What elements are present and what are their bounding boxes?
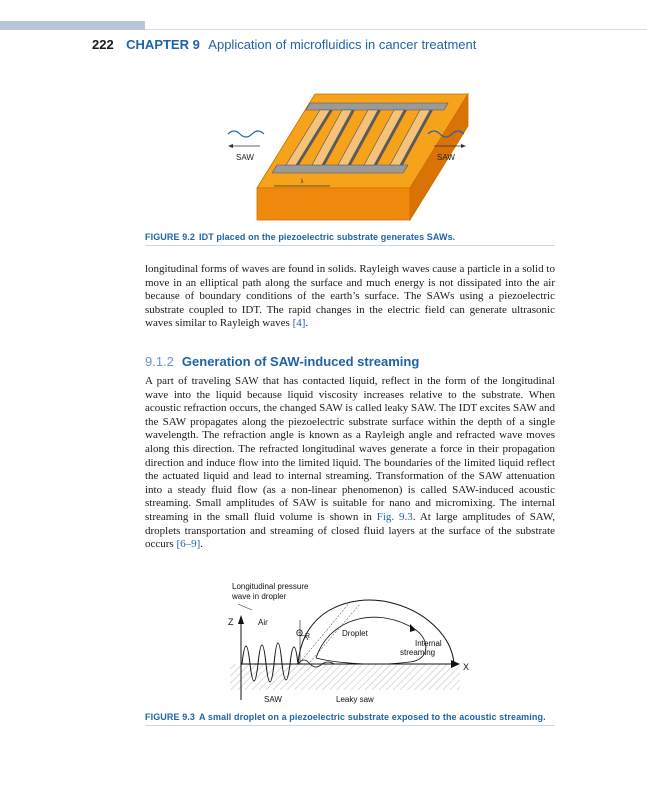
z-axis-label: Z [228,617,234,627]
header-rule [145,29,647,30]
longitudinal-label-line2: wave in dropler [232,592,287,601]
idt-diagram [210,90,480,230]
streaming-arrowhead [410,624,416,632]
streaming-label: streaming [400,648,436,657]
citation-6-9[interactable]: [6–9] [176,538,201,551]
droplet-streaming-diagram [220,580,480,710]
theta-subscript: R [305,633,311,640]
figure-9-3-caption [145,712,555,722]
saw-right-label: SAW [437,153,455,162]
header-accent-bar [0,21,145,30]
x-axis-label: X [463,662,470,672]
leader-line [238,604,252,610]
leaky-saw-label: Leaky saw [336,695,374,704]
left-saw-wave [228,131,264,137]
droplet-label: Droplet [342,629,368,638]
paragraph-2-text-a: A part of traveling SAW that has contacted liquid, reflect in the form of the longitudinal wave into the liquid because liquid viscosity increases relative to the substrate. When acoustic refraction occurs, the changed SAW is called leaky SAW. The IDT excites SAW and the SAW propagates along the piezoelectric substrate surface within the depth of a single wavelength. The refraction angle is known as a Rayleigh angle and refracted wave moves along this direction. The refracted longitudinal waves generate a force in their propagation direction and induce flow into the limited liquid. The boundaries of the limited liquid reflect the actuated liquid and lead to internal streaming. Transformation of the SAW attenuation into a steady fluid flow (as a non-linear phenomenon) is called SAW-induced acoustic streaming. Small amplitudes of SAW is suitable for nano and micromixing. The internal streaming in the small fluid volume is shown in [145,375,555,523]
chapter-label: CHAPTER 9 [126,37,200,52]
air-label: Air [258,618,268,627]
theta-symbol: Θ [296,628,304,638]
paragraph-1: longitudinal forms of waves are found in solids. Rayleigh waves cause a particle in a solid to move in an elliptical path along the surface and much energy is not dissipated into the air because of boundary conditions of the earth’s surface. The SAWs using a piezoelectric substrate coupled to IDT. The rapid changes in the electric field can generate ultrasonic waves similar to Rayleigh waves [4]. [145,263,555,330]
bottom-busbar [272,165,408,173]
section-heading [145,354,419,369]
caption-rule-2 [145,725,555,726]
figure-9-2-label: FIGURE 9.2 [145,232,196,242]
paragraph-1-text: longitudinal forms of waves are found in solids. Rayleigh waves cause a particle in a solid to move in an elliptical path along the surface and much energy is not dissipated into the air because of boundary conditions of the earth’s surface. The SAWs using a piezoelectric substrate coupled to IDT. The rapid changes in the electric field can generate ultrasonic waves similar to Rayleigh waves [145,263,555,330]
section-title: Generation of SAW-induced streaming [181,354,420,369]
substrate-front [257,188,410,220]
longitudinal-label-line1: Longitudinal pressure [232,582,309,591]
saw-label: SAW [264,695,282,704]
figure-9-3-caption-text: A small droplet on a piezoelectric substrate exposed to the acoustic streaming. [199,712,546,722]
top-busbar [306,103,448,110]
figure-9-2-caption [145,232,555,242]
internal-label: Internal [415,639,442,648]
internal-streaming-loop [316,617,426,664]
left-saw-arrowhead [228,144,233,148]
lambda-label: λ [300,179,304,185]
page-number: 222 [92,37,114,52]
figure-9-3 [220,580,480,710]
right-saw-arrowhead [461,144,466,148]
caption-rule-1 [145,245,555,246]
chapter-title: Application of microfluidics in cancer treatment [208,37,477,52]
paragraph-2-text-b: . At large amplitudes of SAW, droplets transportation and streaming of closed fluid layers at the surface of the substrate occurs [145,510,555,551]
running-header [92,36,476,54]
figure-9-3-label: FIGURE 9.3 [145,712,196,722]
saw-left-label: SAW [236,153,254,162]
citation-4[interactable]: [4] [292,317,306,330]
paragraph-2: A part of traveling SAW that has contacted liquid, reflect in the form of the longitudinal wave into the liquid because liquid viscosity increases relative to the substrate. When acoustic refraction occurs, the changed SAW is called leaky SAW. The IDT excites SAW and the SAW propagates along the piezoelectric substrate surface within the depth of a single wavelength. The refraction angle is known as a Rayleigh angle and refracted wave moves along this direction. The refracted longitudinal waves generate a force in their propagation direction and induce flow into the limited liquid. The boundaries of the limited liquid reflect the actuated liquid and lead to internal streaming. Transformation of the SAW attenuation into a steady fluid flow (as a non-linear phenomenon) is called SAW-induced acoustic streaming. Small amplitudes of SAW is suitable for nano and micromixing. The internal streaming in the small fluid volume is shown in Fig. 9.3. At large amplitudes of SAW, droplets transportation and streaming of closed fluid layers at the surface of the substrate occurs [6–9]. [145,375,555,551]
figure-9-2-caption-text: IDT placed on the piezoelectric substrate generates SAWs. [199,232,456,242]
section-number: 9.1.2 [145,354,174,369]
substrate-hatch [230,664,460,690]
figure-9-3-link[interactable]: Fig. 9.3 [376,510,413,523]
figure-9-2 [210,90,480,230]
z-axis-arrowhead [238,615,244,624]
